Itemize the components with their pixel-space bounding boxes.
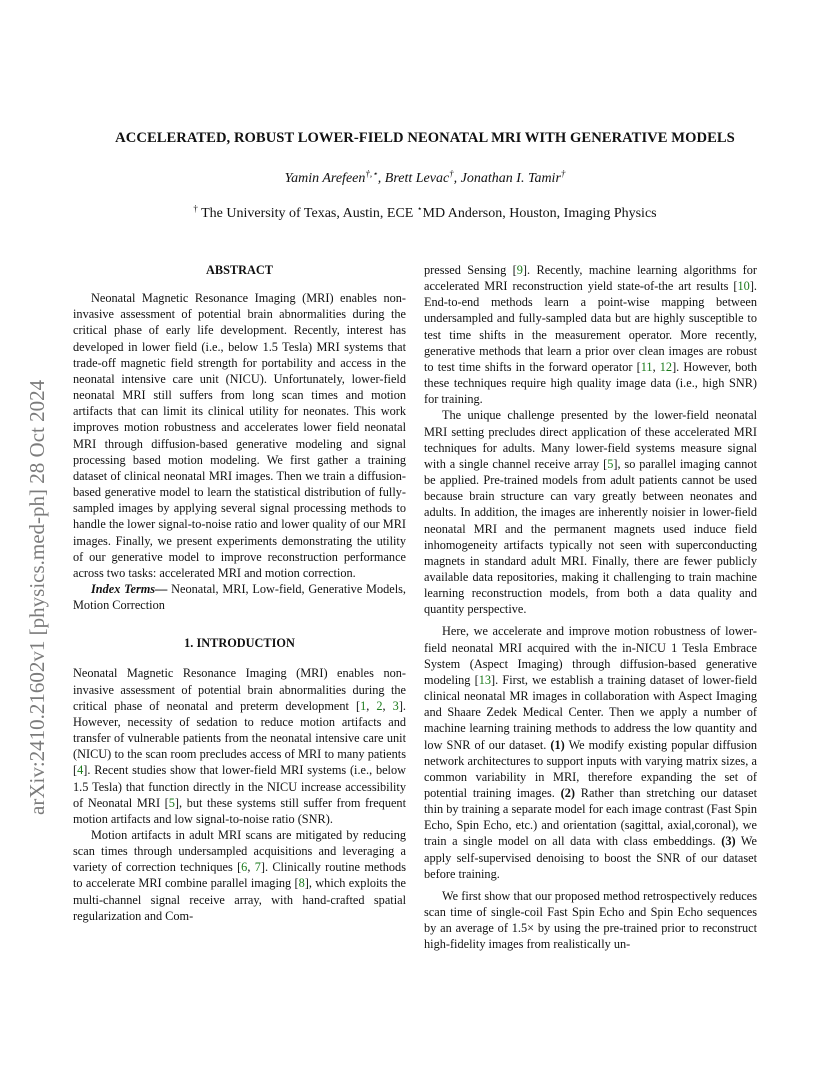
citation-link[interactable]: 9 <box>516 263 523 277</box>
citation-link[interactable]: 6 <box>241 860 248 875</box>
author-name: Jonathan I. Tamir <box>460 171 561 186</box>
index-terms-text: Neonatal, MRI, Low-field, Generative Models, Motion Correction <box>73 581 406 613</box>
right-column <box>424 262 757 953</box>
citation-link[interactable]: 3 <box>392 698 399 713</box>
citation-link[interactable]: 5 <box>168 795 175 810</box>
body-paragraph: The unique challenge presented by the lower-field neonatal MRI setting precludes direct application of these accelerated MRI techniques for adults. Many lower-field systems measure signal with a single channel receive array [5], so parallel imaging cannot be applied. Pre-trained models from adult patients cannot be used because brain structure can vary greatly between neonates and adults. In addition, the images are inherently noisier in lower-field neonatal MRI and the permanent magnets used induce field inhomogeneity artifacts typically not seen with superconducting magnets in standard adult MRI. Finally, there are fewer publicly available data repositories, making it challenging to train machine learning reconstruction models, from both a data quality and quantity perspective. <box>424 408 757 617</box>
citation-link[interactable]: 5 <box>607 456 614 471</box>
affil-text: The University of Texas, Austin, ECE <box>197 206 417 221</box>
citation-link[interactable]: 7 <box>254 860 261 875</box>
author-mark: † <box>449 168 454 179</box>
arxiv-stamp <box>14 245 52 815</box>
intro-paragraph: Neonatal Magnetic Resonance Imaging (MRI) enables non-invasive assessment of potential brain abnormalities during the critical phase of neonatal and preterm development [1, 2, 3]. However, necessity of sedation to reduce motion artifacts and transfer of vulnerable patients from the neonatal intensive care unit (NICU) to the scan room precludes access of MRI to many patients [4]. Recent studies show that lower-field MRI systems (i.e., below 1.5 Tesla) that function directly in the NICU increase accessibility of Neonatal MRI [5], but these systems still suffer from frequent motion artifacts and low signal-to-noise ratio (SNR). <box>73 666 406 826</box>
index-terms-label: Index Terms— <box>91 581 168 596</box>
affil-mark: ⋆ <box>416 203 423 214</box>
citation-link[interactable]: 2 <box>376 698 383 713</box>
affiliations <box>60 203 790 222</box>
citation-link[interactable]: 4 <box>77 763 84 778</box>
author-mark: †,⋆ <box>365 168 378 179</box>
author-list <box>60 168 790 187</box>
author-separator: , <box>377 171 385 186</box>
body-paragraph: pressed Sensing [9]. Recently, machine learning algorithms for accelerated MRI reconstruction yield state-of-the art results [10]. End-to-end methods learn a point-wise mapping between undersampled and fully-sampled data but are highly susceptible to test time shifts in the measurement operator. More recently, generative methods that learn a prior over clean images are robust to test time shifts in the forward operator [11, 12]. However, both these techniques require high quality image data (i.e., high SNR) for training. <box>424 263 757 407</box>
contribution-marker: (1) <box>550 737 565 752</box>
contribution-marker: (2) <box>560 786 575 800</box>
abstract-body: Neonatal Magnetic Resonance Imaging (MRI) enables non-invasive assessment of potential brain abnormalities during the critical phase of early life development. Recently, interest has developed in lower field (i.e., below 1.5 Tesla) MRI systems that trade-off magnetic field strength for portability and access in the neonatal intensive care unit (NICU). Unfortunately, lower-field neonatal MRI still suffers from long scan times and motion artifacts that can limit its clinical utility for neonates. This work improves motion robustness and accelerates lower field neonatal MRI through diffusion-based generative modeling and signal processing based motion modeling. We first gather a training dataset of clinical neonatal MRI images. Then we train a diffusion-based generative model to learn the statistical distribution of fully-sampled images by applying several signal processing methods to handle the lower signal-to-noise ratio and lower quality of our MRI images. Finally, we present experiments demonstrating the utility of our generative model to improve reconstruction performance across two tasks: accelerated MRI and motion correction. <box>73 291 406 580</box>
citation-link[interactable]: 11 <box>640 359 653 374</box>
citation-link[interactable]: 1 <box>360 698 367 713</box>
citation-link[interactable]: 8 <box>298 876 305 891</box>
paper-title: ACCELERATED, ROBUST LOWER-FIELD NEONATAL MRI WITH GENERATIVE MODELS <box>115 130 735 146</box>
author-mark: † <box>560 168 566 179</box>
citation-link[interactable]: 13 <box>478 672 492 687</box>
author-separator: , <box>453 171 461 186</box>
author-name: Brett Levac <box>384 171 450 186</box>
author-name: Yamin Arefeen <box>284 171 366 186</box>
intro-paragraph: Motion artifacts in adult MRI scans are mitigated by reducing scan times through undersampled acquisitions and leveraging a variety of correction techniques [6, 7]. Clinically routine methods to accelerate MRI combine parallel imaging [8], which exploits the multi-channel signal receive array, with hand-crafted spatial regularization and Com- <box>73 828 407 923</box>
intro-heading: 1. INTRODUCTION <box>184 636 295 651</box>
affil-mark: † <box>193 203 198 214</box>
arxiv-id: arXiv:2410.21602v1 [physics.med-ph] 28 Oct 2024 <box>25 379 49 815</box>
affil-text: MD Anderson, Houston, Imaging Physics <box>422 206 657 221</box>
citation-link[interactable]: 10 <box>737 279 750 294</box>
citation-link[interactable]: 12 <box>659 359 673 374</box>
contribution-marker: (3) <box>721 834 736 849</box>
abstract-heading: ABSTRACT <box>206 263 273 277</box>
body-paragraph: We first show that our proposed method retrospectively reduces scan time of single-coil Fast Spin Echo and Spin Echo sequences by an average of 1.5× by using the pre-trained prior to reconstruct high-fidelity images from realistically un- <box>424 888 757 952</box>
left-column <box>73 262 406 924</box>
index-terms <box>73 581 406 613</box>
body-paragraph: Here, we accelerate and improve motion robustness of lower-field neonatal MRI acquired with the in-NICU 1 Tesla Embrace System (Aspect Imaging) through diffusion-based generative modeling [13]. First, we establish a training dataset of lower-field clinical neonatal MR images in collaboration with Aspect Imaging and Shaare Zedek Medical Center. Then we apply a number of machine learning training methods to address the low quantity and low SNR of our dataset. (1) We modify existing popular diffusion network architectures to support inputs with varying matrix sizes, a common variability in MRI, therefore expanding the set of potential training images. (2) Rather than stretching our dataset thin by training a separate model for each image contrast (Fast Spin Echo, Spin Echo, etc.) and orientation (sagittal, axial,coronal), we train a single model on all data with class embeddings. (3) We apply self-supervised denoising to boost the SNR of our dataset before training. <box>424 624 758 881</box>
